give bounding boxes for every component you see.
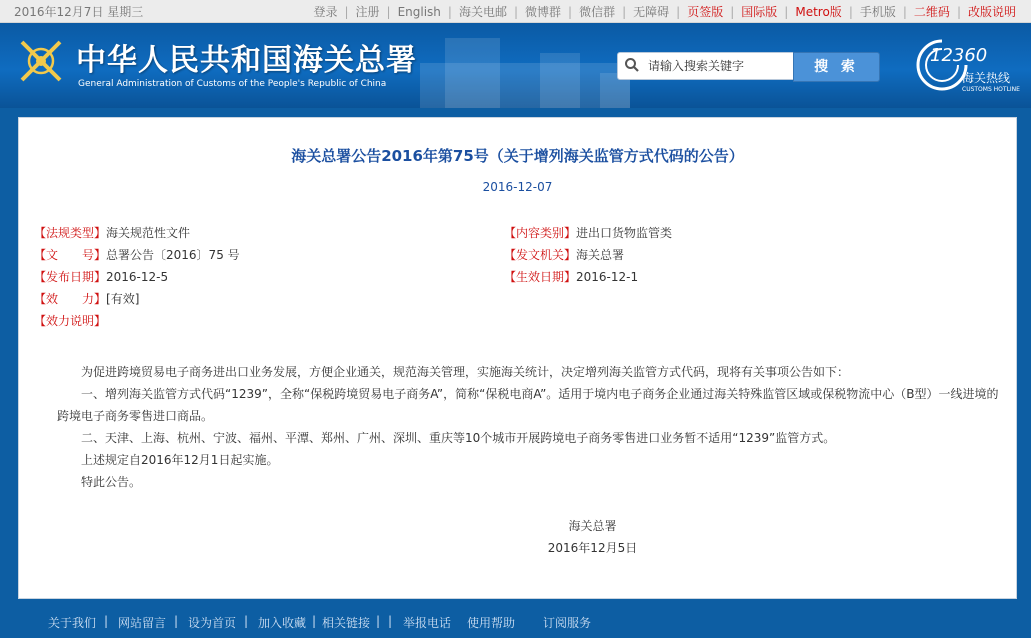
top-bar [0,0,1031,23]
footer-report-phone-link[interactable]: 举报电话 [403,616,452,630]
document-panel [18,117,1017,599]
meta-key: 【效 力】 [34,292,107,306]
site-title[interactable]: 中华人民共和国海关总署 [76,43,417,78]
separator: | [956,4,961,19]
site-subtitle: General Administration of Customs of the People's Republic of China [78,79,387,89]
current-date: 2016年12月7日 星期三 [14,5,144,19]
english-link[interactable]: English [397,4,441,19]
search-icon [624,57,640,73]
mobile-version-link[interactable]: 手机版 [859,5,896,19]
footer-related-links-link[interactable]: 相关链接 [322,616,371,630]
document-sign-date: 2016年12月5日 [547,541,638,555]
register-link[interactable]: 注册 [355,5,380,19]
separator: | [447,4,452,19]
document-title: 海关总署公告2016年第75号（关于增列海关监管方式代码的公告） [291,147,744,165]
footer-set-homepage-link[interactable]: 设为首页 [188,616,237,630]
search-box [617,52,795,80]
meta-value: [有效] [106,292,140,306]
meta-content-category [504,224,672,241]
meta-value: 进出口货物监管类 [576,226,673,240]
international-version-link[interactable]: 国际版 [741,5,778,19]
separator: | [344,4,349,19]
document-date: 2016-12-07 [482,180,553,194]
separator: | [848,4,853,19]
meta-effective-date [504,268,638,285]
footer-subscribe-link[interactable]: 订阅服务 [543,616,592,630]
building-image [445,38,500,108]
meta-regulation-type [34,224,190,241]
separator: | [174,614,179,628]
separator: | [376,614,381,628]
meta-key: 【文 号】 [34,248,107,262]
body-paragraph: 特此公告。 [81,475,142,489]
login-link[interactable]: 登录 [313,5,338,19]
meta-issuing-authority [504,246,624,263]
redesign-notes-link[interactable]: 改版说明 [967,5,1016,19]
body-paragraph: 一、增列海关监管方式代码“1239”，全称“保税跨境贸易电子商务A”，简称“保税电商A”。适用于境内电子商务企业通过海关特殊监管区域或保税物流中心（B型）一线进境的跨境电子商务零售进口商品。 [57,387,999,423]
meta-value: 总署公告〔2016〕75 号 [106,248,240,262]
separator: | [312,614,317,628]
footer [0,610,1031,638]
separator: | [730,4,735,19]
meta-key: 【发布日期】 [34,270,107,284]
meta-key: 【效力说明】 [34,314,107,328]
top-links [306,3,1023,20]
separator: | [386,4,391,19]
meta-validity [34,290,139,307]
separator: | [622,4,627,19]
meta-key: 【生效日期】 [504,270,577,284]
weibo-link[interactable]: 微博群 [525,5,562,19]
meta-key: 【发文机关】 [504,248,577,262]
document-body [57,361,1001,493]
footer-help-link[interactable]: 使用帮助 [467,616,516,630]
accessibility-link[interactable]: 无障碍 [633,5,670,19]
hotline-label-en: CUSTOMS HOTLINE [962,86,1020,93]
footer-feedback-link[interactable]: 网站留言 [118,616,167,630]
meta-value: 海关总署 [576,248,625,262]
document-signature: 海关总署 [568,519,617,533]
separator: | [513,4,519,19]
footer-about-link[interactable]: 关于我们 [48,616,97,630]
hotline-label: 海关热线 [962,71,1011,85]
body-paragraph: 为促进跨境贸易电子商务进出口业务发展，方便企业通关，规范海关管理，实施海关统计，决定增列海关监管方式代码，现将有关事项公告如下： [81,365,850,379]
customs-emblem-icon[interactable] [16,36,66,86]
body-paragraph: 二、天津、上海、杭州、宁波、福州、平潭、郑州、广州、深圳、重庆等10个城市开展跨境电子商务零售进口业务暂不适用“1239”监管方式。 [81,431,836,445]
separator: | [244,614,249,628]
meta-key: 【法规类型】 [34,226,107,240]
meta-value: 2016-12-5 [106,270,169,284]
body-paragraph: 上述规定自2016年12月1日起实施。 [81,453,279,467]
separator: | [568,4,573,19]
tabbed-version-link[interactable]: 页签版 [687,5,724,19]
footer-bookmark-link[interactable]: 加入收藏 [258,616,307,630]
separator: | [104,614,109,628]
search-input[interactable] [646,56,790,76]
meta-value: 海关规范性文件 [106,226,191,240]
hotline-number: 12360 [930,45,988,66]
qr-code-link[interactable]: 二维码 [913,5,950,19]
separator: | [676,4,681,19]
search-button[interactable]: 搜 索 [793,52,880,82]
meta-validity-note [34,312,106,329]
metro-version-link[interactable]: Metro版 [795,5,842,19]
separator: | [902,4,907,19]
customs-email-link[interactable]: 海关电邮 [458,5,507,19]
separator: | [784,4,789,19]
meta-value: 2016-12-1 [576,270,639,284]
meta-document-number [34,246,240,263]
site-header [0,23,1031,108]
meta-key: 【内容类别】 [504,226,577,240]
wechat-link[interactable]: 微信群 [579,5,616,19]
building-image [540,53,580,108]
separator: | [388,614,393,628]
hotline-logo[interactable] [912,33,1024,103]
meta-publish-date [34,268,168,285]
